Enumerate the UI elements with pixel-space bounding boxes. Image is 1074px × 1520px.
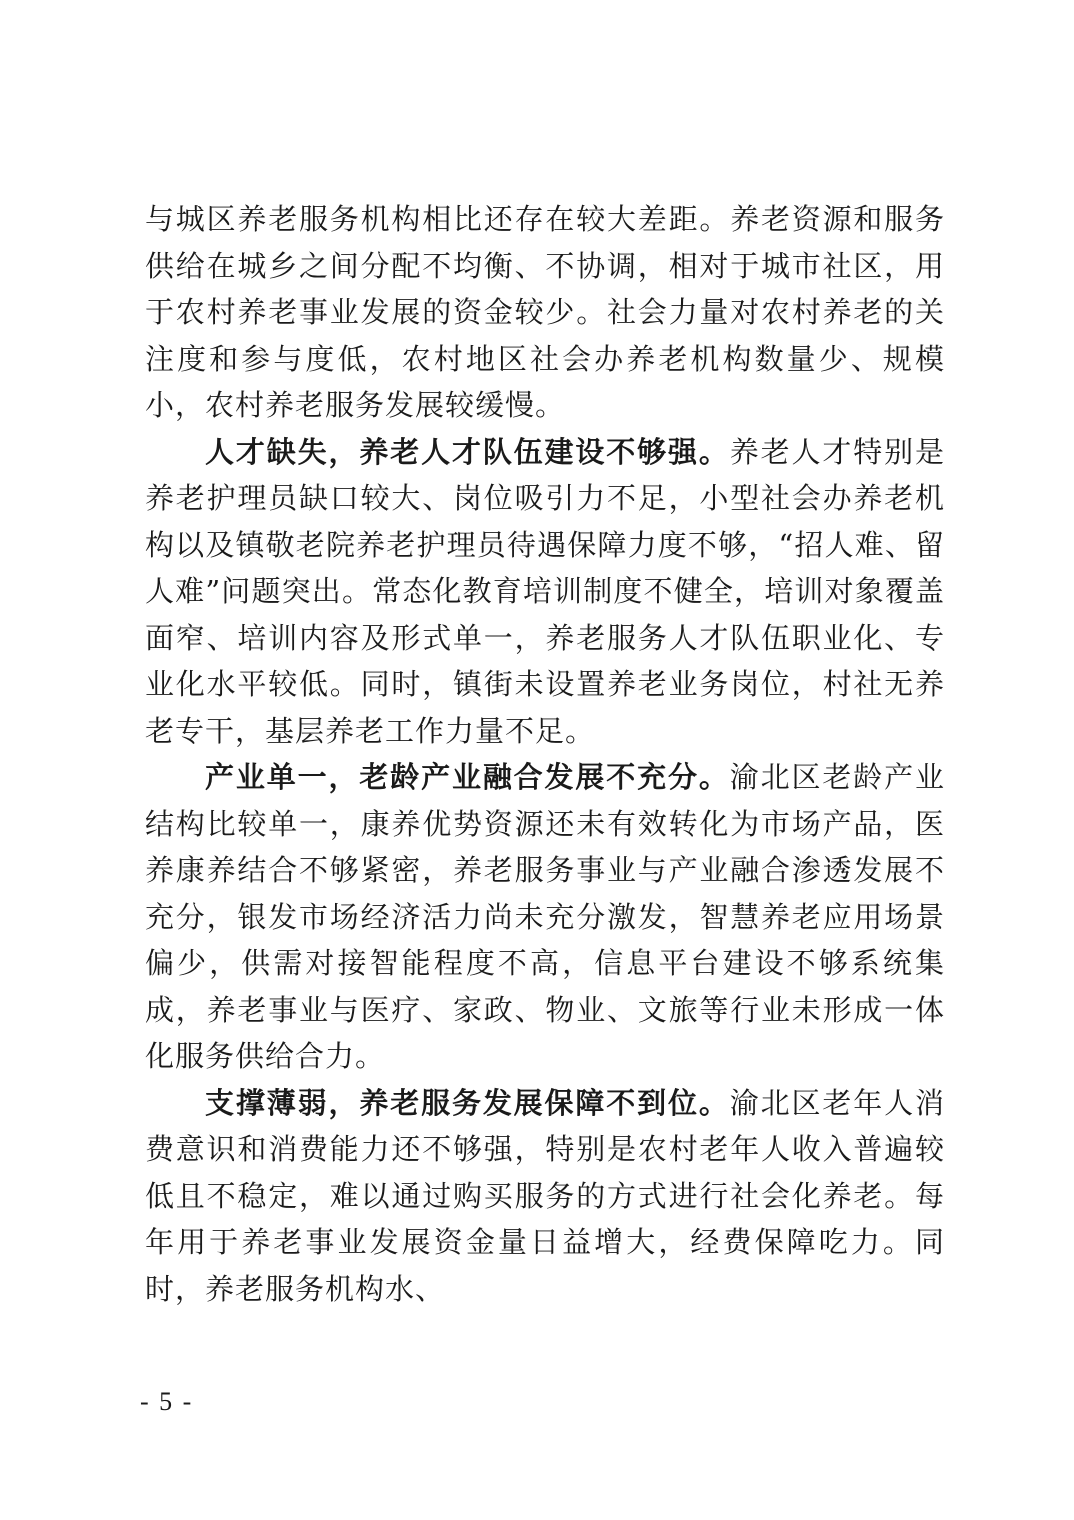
paragraph-body: 渝北区老龄产业结构比较单一，康养优势资源还未有效转化为市场产品，医养康养结合不够紧密，养老服务事业与产业融合渗透发展不充分，银发市场经济活力尚未充分激发，智慧养老应用场景偏少，供需对接智能程度不高，信息平台建设不够系统集成，养老事业与医疗、家政、物业、文旅等行业未形成一体化服务供给合力。 [145,760,945,1073]
body-text [145,196,945,1312]
paragraph-continuation [145,196,945,429]
paragraph-industry-single [145,754,945,1080]
page-number: - 5 - [140,1387,194,1416]
paragraph-talent-shortage [145,429,945,755]
paragraph-lead: 支撑薄弱，养老服务发展保障不到位。 [205,1085,730,1120]
paragraph-lead: 人才缺失，养老人才队伍建设不够强。 [205,434,730,469]
paragraph-body: 渝北区老年人消费意识和消费能力还不够强，特别是农村老年人收入普遍较低且不稳定，难以通过购买服务的方式进行社会化养老。每年用于养老事业发展资金量日益增大，经费保障吃力。同时，养老服务机构水、 [145,1085,945,1306]
paragraph-weak-support [145,1080,945,1313]
paragraph-body: 与城区养老服务机构相比还存在较大差距。养老资源和服务供给在城乡之间分配不均衡、不协调，相对于城市社区，用于农村养老事业发展的资金较少。社会力量对农村养老的关注度和参与度低，农村地区社会办养老机构数量少、规模小，农村养老服务发展较缓慢。 [145,202,945,422]
paragraph-body: 养老人才特别是养老护理员缺口较大、岗位吸引力不足，小型社会办养老机构以及镇敬老院养老护理员待遇保障力度不够，“招人难、留人难”问题突出。常态化教育培训制度不健全，培训对象覆盖面窄、培训内容及形式单一，养老服务人才队伍职业化、专业化水平较低。同时，镇街未设置养老业务岗位，村社无养老专干，基层养老工作力量不足。 [145,434,945,748]
paragraph-lead: 产业单一，老龄产业融合发展不充分。 [205,760,730,794]
